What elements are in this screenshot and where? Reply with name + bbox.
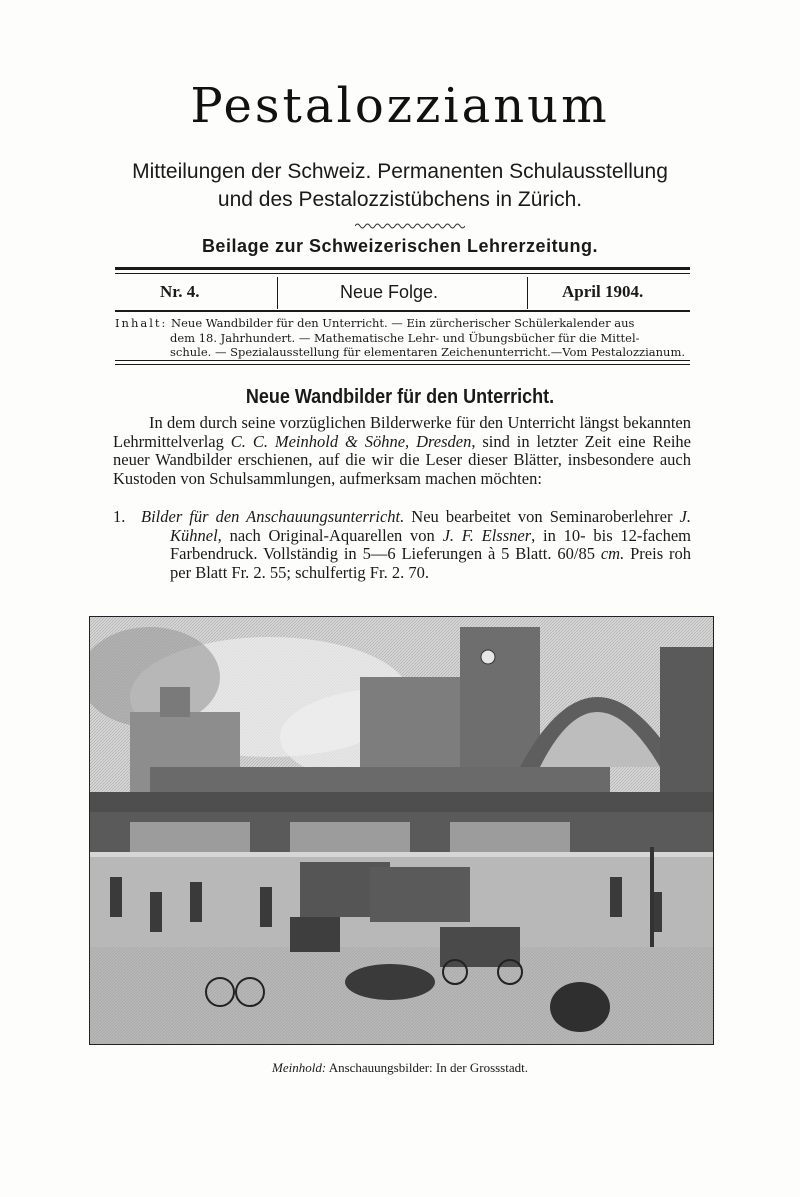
issue-info-bar xyxy=(115,275,690,309)
illustration-drawing xyxy=(90,617,713,1044)
item-unit: cm. xyxy=(600,544,625,564)
item-text: , in 10- bis 12-fachem Farbendruck. Vollständig in 5—6 Lieferungen à 5 Blatt. 60/85 xyxy=(170,525,691,564)
issue-separator xyxy=(277,277,278,309)
contents-label: Inhalt: xyxy=(115,316,168,330)
city-street-illustration xyxy=(89,616,714,1045)
supplement-line: Beilage zur Schweizerischen Lehrerzeitung. xyxy=(201,236,599,256)
issue-number: Nr. 4. xyxy=(160,282,200,301)
caption-author: Meinhold: xyxy=(272,1060,327,1075)
item-number: 1. xyxy=(113,507,126,526)
item-text: , nach Original-Aquarellen von xyxy=(217,525,443,545)
rule-contents-bottom xyxy=(115,364,690,365)
contents-line: Neue Wandbilder für den Unterricht. — Ein zürcherischer Schülerkalender aus xyxy=(171,316,635,330)
rule-info-bottom xyxy=(115,310,690,312)
caption-text: Anschauungsbilder: In der Grossstadt. xyxy=(326,1060,528,1075)
issue-series: Neue Folge. xyxy=(340,282,439,302)
masthead-title: Pestalozzianum xyxy=(190,78,610,134)
ornament-divider xyxy=(355,222,465,230)
rule-contents-bottom xyxy=(115,360,690,361)
publisher-name: C. C. Meinhold & Söhne, Dresden xyxy=(230,431,472,451)
item-text: Neu bearbeitet von Seminaroberlehrer xyxy=(404,507,680,526)
contents-line: dem 18. Jahrhundert. — Mathematische Lehr- und Übungsbücher für die Mittel- xyxy=(170,330,640,345)
masthead-subtitle-line1: Mitteilungen der Schweiz. Permanenten Schulausstellung xyxy=(132,160,668,183)
rule-top-thick xyxy=(115,267,690,270)
item-text: Preis roh per Blatt Fr. 2. 55; schulfertig Fr. 2. 70. xyxy=(170,544,691,582)
illustration-caption xyxy=(0,1060,800,1076)
intro-text: , sind in letzter Zeit eine Reihe neuer Wandbilder erschienen, auf die wir die Leser dieser Blätter, insbesondere auch Kustoden von Schulsammlungen, aufmerksam machen möchten: xyxy=(113,431,691,488)
item-title: Bilder für den Anschauungsunterricht. xyxy=(141,507,405,526)
issue-date: April 1904. xyxy=(562,282,644,301)
table-of-contents xyxy=(115,316,690,360)
masthead-subtitle-line2: und des Pestalozzistübchens in Zürich. xyxy=(217,188,583,211)
article-title: Neue Wandbilder für den Unterricht. xyxy=(245,386,555,408)
item-artist: J. F. Elssner xyxy=(442,525,532,545)
article-intro xyxy=(113,414,691,488)
rule-top-thin xyxy=(115,273,690,274)
contents-line: schule. — Spezialausstellung für elementaren Zeichenunterricht.—Vom Pestalozzianum. xyxy=(170,345,686,359)
issue-separator xyxy=(527,277,528,309)
intro-text: In dem durch seine vorzüglichen Bilderwerke für den Unterricht längst bekannten Lehrmittelverlag xyxy=(113,413,691,451)
item-author: J. Kühnel xyxy=(170,507,691,545)
list-item xyxy=(113,508,691,582)
